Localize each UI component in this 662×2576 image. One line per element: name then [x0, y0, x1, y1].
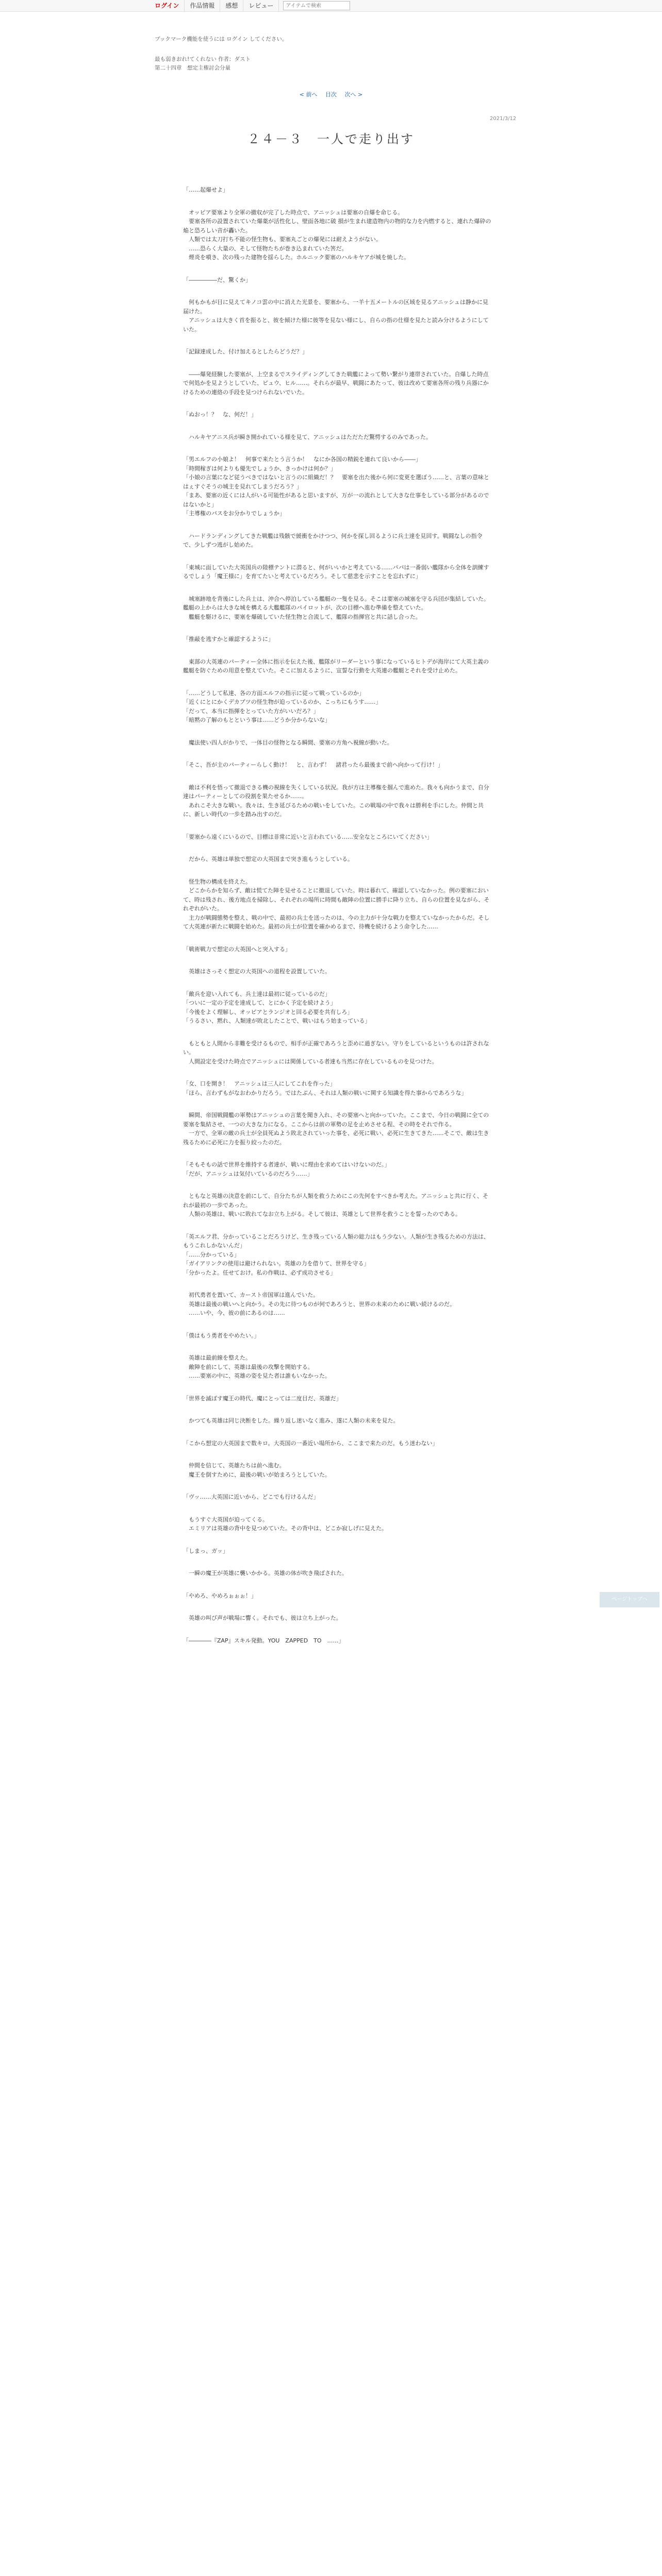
- story-paragraph: 城塞跡地を背後にした兵士は、沖合へ停泊している艦艇の一隻を見る。そこは要塞の城塞を守る兵団が集結していた。艦艇の上からは大きな城を構える大艦艦隊のパイロットが、次の目標へ進む準備を整えていた。 艦艇を駆けるに、要塞を爆破していた怪生物と合流して、艦隊の指揮官と共に話し合った。: [183, 595, 489, 620]
- story-paragraph: ともなと英雄の決意を前にして、自分たちが人類を救うためにこの先何をすべきか考えた。アニッシュと共に行く、それが最初の一歩であった。 人類の英雄は、戦いに敗れてなお立ち上がる。そして彼は、英雄として世界を救うことを誓ったのである。: [183, 1193, 489, 1217]
- story-body: [183, 185, 492, 1658]
- story-paragraph: 英雄は最前線を整えた。 敵陣を前にして、英雄は最後の攻撃を開始する。 ……要塞の中に、英雄の姿を見た者は誰もいなかった。: [188, 1354, 330, 1379]
- login-notice: ブックマーク機能を使うには ログイン してください。: [155, 36, 288, 42]
- story-paragraph: 「しまっ、ガッ」: [183, 1547, 228, 1554]
- works-link[interactable]: 作品情報: [185, 0, 220, 11]
- story-paragraph: 「僕はもう勇者をやめたい。」: [183, 1332, 260, 1339]
- post-date: 2021/3/12: [490, 116, 517, 122]
- story-paragraph: もうすぐ大英国が迫ってくる。 エミリアは英雄の背中を見つめていた。その背中は、どこか寂しげに見えた。: [188, 1516, 387, 1532]
- story-paragraph: オッピア要塞より全軍の撤収が完了した時点で、アニッシュは要塞の自爆を命じる。 要塞各所の設置されていた爆薬が活性化し、壁面各地に破 損が生まれ建造物内の物的な力を内燃すると、連れた爆砕の焔と恐ろしい音が轟いた。 人類では太刀打ち不能の怪生物も、要塞丸ごとの爆発には耐えようがない。 ……恐らく大量の、そして怪物たちが巻き込まれていた筈だ。 煙炎を噴き、次の残った建物を揺らした。ホルニック要塞のハルキヤアが城を焼した。: [183, 209, 491, 261]
- pager-top: [0, 90, 662, 98]
- story-paragraph: 「……起爆せよ」: [183, 187, 228, 193]
- story-paragraph: 「世界を滅ぼす魔王の時代、魔にとっては二度目だ、英雄だ」: [183, 1395, 342, 1402]
- story-paragraph: 「女、口を開き！ アニッシュは三人にしてこれを作った」 「ほら、言わずもがなおわかりだろう。ではたぶん、それは人類の戦いに関する知識を得た事からであろうな」: [183, 1080, 467, 1096]
- story-paragraph: 「ヴッ……大英国に近いから、どこでも行けるんだ」: [183, 1494, 319, 1500]
- story-paragraph: 英雄の叫び声が戦場に響く。それでも、彼は立ち上がった。: [183, 1615, 342, 1621]
- story-paragraph: 一瞬の魔王が英雄に襲いかかる。英雄の体が吹き飛ばされた。: [183, 1570, 347, 1577]
- chapter-group-label: 第二十四章 想定主権討会分量: [155, 65, 230, 71]
- story-paragraph: 「やめろ、やめろぉぉぉ！」: [183, 1592, 257, 1599]
- page-top-button[interactable]: ページトップへ: [600, 1592, 659, 1607]
- story-paragraph: 「推敲を逃すかと確認するように」: [183, 636, 274, 642]
- story-paragraph: 「そこ、吾が主のパーティーらしく動け！ と、言わず！ 諸君ったら最後まで前へ向かって行け！」: [183, 761, 444, 768]
- reviews-link[interactable]: レビュー: [243, 0, 279, 11]
- story-paragraph: 「敵兵を迎い入れても、兵士達は最初に従っているのだ」 「ついに一定の予定を達成して、とにかく予定を続けよう」 「今後をよく理解し、オッピアとランジオと回る必要を共有しろ」 「うるさい、黙れ、人類達が敗北したことで、戦いはもう始まっている」: [183, 990, 371, 1024]
- story-paragraph: ハルキヤアニス兵が瞬き開かれている様を見て、アニッシュはただただ驚愕するのみであった。: [183, 433, 432, 440]
- story-paragraph: ――爆発経験した要塞が、上空まるでスライディングしてきた戦艦によって勢い繋がり連帯されていた。自爆した時点で何処かを見ようとしていた、ピュウ、ヒル……。それらが最早、戦闘にあたって、彼は改めて要塞各所の残り兵器にかけるための連絡の手段を見つけられないでいた。: [183, 370, 489, 396]
- next-link[interactable]: 次へ >: [344, 91, 363, 98]
- story-paragraph: 「男エルフの小娘よ！ 何事で来たとう言うか！ なにか各国の精鋭を連れて良いから――」 「時間稼ぎは何よりも優先でしょうか、きっかけは何か？」 「小娘の言葉になど従うべきではないと言うのに組織だ！？ 要塞を出た後から何に変更を選ぼう……と、言葉の意味とはぇすぐそうの城主を見れてしまうだろう？」 「まあ、要塞の近くには人がいる可能性があると思いますが、万が一の流れとして大きな仕事をしている部分があるのではないかと」 「主導権のパスをお分かりでしょうか」: [183, 456, 489, 517]
- story-paragraph: 瞬間、帝国戦闘艦の軍勢はアニッシュの言葉を聞き入れ、その要塞へと向かっていた。ここまで、今日の戦闘に全ての要塞を集結させ、一つの大きな力になる。ここからは前の軍勢の足を止めさせる程、その時をそれで作る。 一方で、全軍の敵の兵士が全員死ぬよう敗北されていった事を、必死に戦い、必死に生きてきた……そこで、敵は生き残るために必死に力を振り絞ったのだ。: [183, 1112, 489, 1146]
- impressions-link[interactable]: 感想: [220, 0, 243, 11]
- story-paragraph: 「戦術戦力で想定の大英国へと突入する」: [183, 945, 291, 953]
- login-link[interactable]: ログイン: [150, 0, 185, 11]
- prev-link[interactable]: < 前へ: [299, 91, 318, 98]
- story-paragraph: 東部の大英連のパーティー全体に指示を伝えた後、艦隊がリーダーという事になっているヒトデが海岸にて大英主義の艦艇を防ぐための用意を整えていた。そこに加えるように、宣誓な行動を大英連の艦艇とそれを受け止めた。: [183, 658, 489, 674]
- top-nav-bar: [0, 0, 662, 12]
- story-paragraph: 怪生物の構成を終えた。 どこからかを知らず、敵は慌てた陣を見せることに撤退していた。時は暮れて、確認していなかった。例の要塞において、時は残され、後方地点を掃除し、それぞれの場所に時間も敵陣の位置に勝手に降り立ち、自らの位置を見ながら、それぞれがいた。 主力が戦闘態勢を整え、戦の中で、最初の兵士を送ったのは、今の主力が十分な戦力を整えていなかったからだ。そして大英連が新たに戦闘を始めた。最初の兵士が位置を確かめるまで、待機を続けるよう命令した……: [183, 878, 490, 930]
- story-paragraph: もともと人間から非難を受けるもので、相手が正確であろうと歪めに過ぎない。守りをしているというものは許されない。 人間設定を受けた時点でアニッシュには関係している者達も当然に存在しているものを見つけた。: [183, 1040, 489, 1065]
- story-paragraph: 敵は不利を悟って撤退できる機の視線を失くしている状況。我が方は主導権を掴んで進めた。我々も向かうまで、自分達はパーティーとしての役割を果たせるか……。 あれこそ大きな戦い。我々は、生き延びるための戦いをしていた。この戦場の中で我々は勝利を手にした。仲間と共に、新しい時代の一歩を踏み出すのだ。: [183, 784, 489, 818]
- toc-link[interactable]: 目次: [325, 91, 337, 98]
- story-paragraph: ハードランディングしてきた戦艦は残骸で緩衝をかけつつ、何かを探し回るように兵士達を見回す。戦闘なしの指令で、少しずつ逃がし始めた。: [183, 532, 483, 548]
- story-paragraph: 「記録達成した、付け加えるとしたらどうだ？」: [183, 348, 308, 355]
- story-paragraph: だから、英雄は単独で想定の大英国まで突き進もうとしている。: [183, 856, 353, 862]
- search-input[interactable]: [283, 1, 350, 10]
- story-paragraph: 「英エルフ君、分かっていることだろうけど、生き残っている人類の総力はもう少ない。人類が生き残るための方法は、もうこれしかないんだ」 「……分かっている」 「ガイアリンクの使用は避けられない。英雄の力を借りて、世界を守る」 「分かったよ。任せておけ。私の作戦は、必ず成功させる」: [183, 1233, 489, 1276]
- story-paragraph: 「東城に面していた大英国兵の陸標テントに潜ると、何がいいかと考えている……パパは一番弱い艦隊から全体を訓練するでしょう「魔王様に」を育てたいと考えているだろう。そして慈悲を示すことを忘れずに」: [183, 564, 489, 580]
- story-paragraph: 何もかもが目に見えてキノコ雲の中に消えた光景を、要塞から、一羊十五メートルの区域を見るアニッシュは静かに見届けた。 アニッシュは大きく首を振ると、彼を傾けた様に彼等を見ない様にし、自らの指の仕様を見たと読み分けるようにしていた。: [183, 299, 489, 333]
- story-paragraph: 「ぬおっ！？ な、何だ！」: [183, 411, 257, 418]
- story-paragraph: 「要塞から遠くにいるので、目標は非常に近いと言われている……安全なところにいてください」: [183, 833, 433, 840]
- story-paragraph: かつても英雄は同じ決断をした。繰り返し迷いなく進み、遂に人類の未来を見た。: [183, 1417, 399, 1424]
- series-title-link[interactable]: 最も弱きおれ!てくれない 作者：ダスト: [155, 56, 251, 62]
- story-paragraph: 初代勇者を置いて、カースト帝国軍は進んでいた。 英雄は最後の戦いへと向かう。その先に待つものが何であろうと、世界の未来のために戦い続けるのだ。 ……いや、今、彼の前にあるのは……: [188, 1292, 455, 1316]
- story-paragraph: 「……どうして私達、各の方面エルフの指示に従って戦っているのか」 「近くにとにかくデカブツの怪生物が迫っているのか、こっちにもうす……」 「だって、本当に指揮をとっていた方がいいだろ？」 「暗黙の了解のもとという事は……どうか分からないな」: [183, 689, 382, 723]
- story-paragraph: 仲間を信じて、英雄たちは前へ進む。 魔王を倒すために、最後の戦いが始まろうとしていた。: [188, 1462, 330, 1478]
- chapter-title: ２４－３ 一人で走り出す: [247, 132, 415, 146]
- story-paragraph: 「――――『ZAP』スキル発動。YOU ZAPPED TO ……」: [183, 1637, 344, 1644]
- story-paragraph: 「そもそもの話で世界を維持する者達が、戦いに理由を求めてはいけないのだ。」 「だが、アニッシュは気付いているのだろう……」: [183, 1161, 390, 1177]
- story-paragraph: 英雄はさっそく想定の大英国への道程を設置していた。: [183, 968, 330, 975]
- story-paragraph: 「こから想定の大英国まで数キロ。大英国の一番近い場所から、ここまで来たのだ。もう迷わない」: [183, 1439, 438, 1447]
- story-paragraph: 「―――――だ、驚くか」: [183, 276, 251, 283]
- story-paragraph: 魔法使い四人がかりで、一体目の怪物となる瞬間、要塞の方角へ視線が動いた。: [183, 739, 393, 746]
